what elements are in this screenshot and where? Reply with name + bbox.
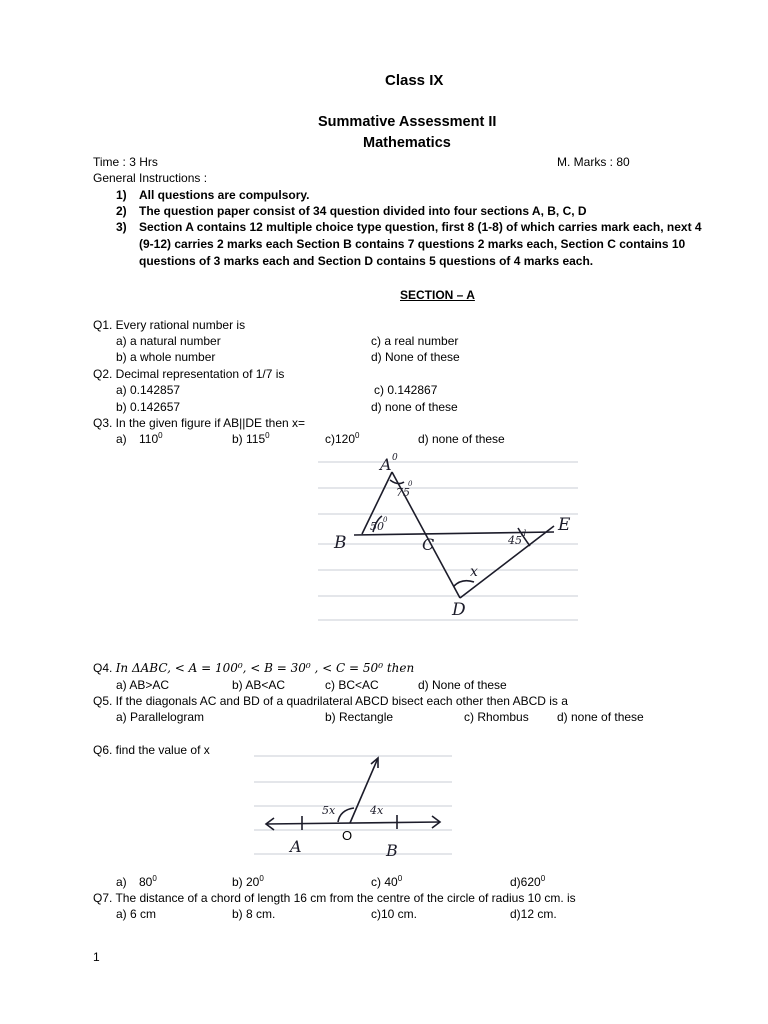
angle-75-label: 75: [396, 486, 410, 499]
option-a-label: a): [116, 875, 127, 889]
angle-4x-label: 4x: [370, 804, 384, 817]
subject-title: Mathematics: [363, 135, 451, 151]
option-b: b) 8 cm.: [232, 907, 276, 921]
option-d: d) None of these: [371, 350, 460, 364]
time-label: Time : 3 Hrs: [93, 155, 158, 169]
question-text: Q3. In the given figure if AB||DE then x=: [93, 416, 306, 430]
option-a-label: a): [116, 432, 127, 446]
prime-mark: 0: [392, 453, 398, 463]
vertex-label-d: D: [452, 600, 466, 620]
option-a: a) a natural number: [116, 334, 221, 348]
vertex-label-b: B: [334, 533, 347, 553]
instruction-number: 2): [116, 204, 127, 218]
degree-mark: 0: [408, 480, 413, 488]
instruction-text: The question paper consist of 34 question divided into four sections A, B, C, D: [139, 204, 587, 218]
instructions-title: General Instructions :: [93, 171, 208, 185]
option-b: b) $20^0$: [232, 874, 264, 889]
degree-mark: 0: [383, 516, 388, 524]
option-c: c) a real number: [371, 334, 459, 348]
option-a: a) Parallelogram: [116, 710, 205, 724]
question-text: Q6. find the value of x: [93, 743, 210, 757]
question-text: Q2. Decimal representation of 1/7 is: [93, 367, 285, 381]
vertex-label-a: A: [380, 455, 392, 474]
class-heading: Class IX: [385, 72, 444, 89]
option-d: $d)620^0$: [510, 874, 546, 889]
point-label-a: A: [290, 837, 302, 856]
angle-45-label: 45: [508, 534, 522, 547]
option-d: d) none of these: [418, 432, 505, 446]
question-text: Q5. If the diagonals AC and BD of a quadrilateral ABCD bisect each other then ABCD is a: [93, 694, 568, 708]
option-a: $110^0$: [139, 431, 163, 446]
option-c: c) 0.142867: [374, 383, 438, 397]
max-marks-label: M. Marks : 80: [557, 155, 630, 169]
triangle-parallel-lines-figure: [318, 450, 578, 625]
option-d: d) none of these: [371, 400, 458, 414]
option-d: d) None of these: [418, 678, 507, 692]
angle-5x-label: 5x: [322, 804, 336, 817]
option-d: d) none of these: [557, 710, 644, 724]
option-c: c) $40^0$: [371, 874, 403, 889]
exam-title: Summative Assessment II: [318, 114, 497, 130]
vertex-label-e: E: [558, 515, 571, 535]
section-title: SECTION – A: [400, 288, 475, 302]
instruction-text: All questions are compulsory.: [139, 188, 310, 202]
point-label-o: O: [342, 828, 353, 843]
instruction-text: Section A contains 12 multiple choice type question, first 8 (1-8) of which carries mark each, next 4: [139, 220, 702, 234]
instruction-text: questions of 3 marks each and Section D contains 5 questions of 4 marks each.: [139, 254, 594, 268]
page-number: 1: [93, 950, 100, 964]
option-b: b) AB<AC: [232, 678, 286, 692]
option-a: a) 6 cm: [116, 907, 157, 921]
option-b: b) a whole number: [116, 350, 216, 364]
option-c: c)10 cm.: [371, 907, 418, 921]
option-c: $c)120^0$: [325, 431, 360, 446]
angle-on-line-figure: [254, 748, 452, 860]
option-c: c) Rhombus: [464, 710, 529, 724]
option-a: a) 0.142857: [116, 383, 181, 397]
question-text: Q1. Every rational number is: [93, 318, 246, 332]
degree-mark: d: [521, 529, 527, 538]
option-a: a) AB>AC: [116, 678, 170, 692]
option-b: b) 0.142657: [116, 400, 181, 414]
option-a: $80^0$: [139, 874, 157, 889]
unknown-angle-x: x: [470, 564, 478, 580]
instruction-text: (9-12) carries 2 marks each Section B contains 7 questions 2 marks each, Section C contains 10: [139, 237, 686, 251]
instruction-number: 3): [116, 220, 127, 234]
option-b: b) $115^0$: [232, 431, 270, 446]
vertex-label-c: C: [422, 535, 435, 554]
option-c: c) BC<AC: [325, 678, 379, 692]
point-label-b: B: [386, 841, 398, 860]
question-text: Q4. In ΔABC, < A = 100⁰, < B = 30⁰ , < C = 50⁰ then: [93, 661, 415, 675]
option-d: d)12 cm.: [510, 907, 557, 921]
question-text: Q7. The distance of a chord of length 16 cm from the centre of the circle of radius 10 cm. is: [93, 891, 576, 905]
angle-50-label: 50: [370, 520, 384, 533]
option-b: b) Rectangle: [325, 710, 394, 724]
instruction-number: 1): [116, 188, 127, 202]
